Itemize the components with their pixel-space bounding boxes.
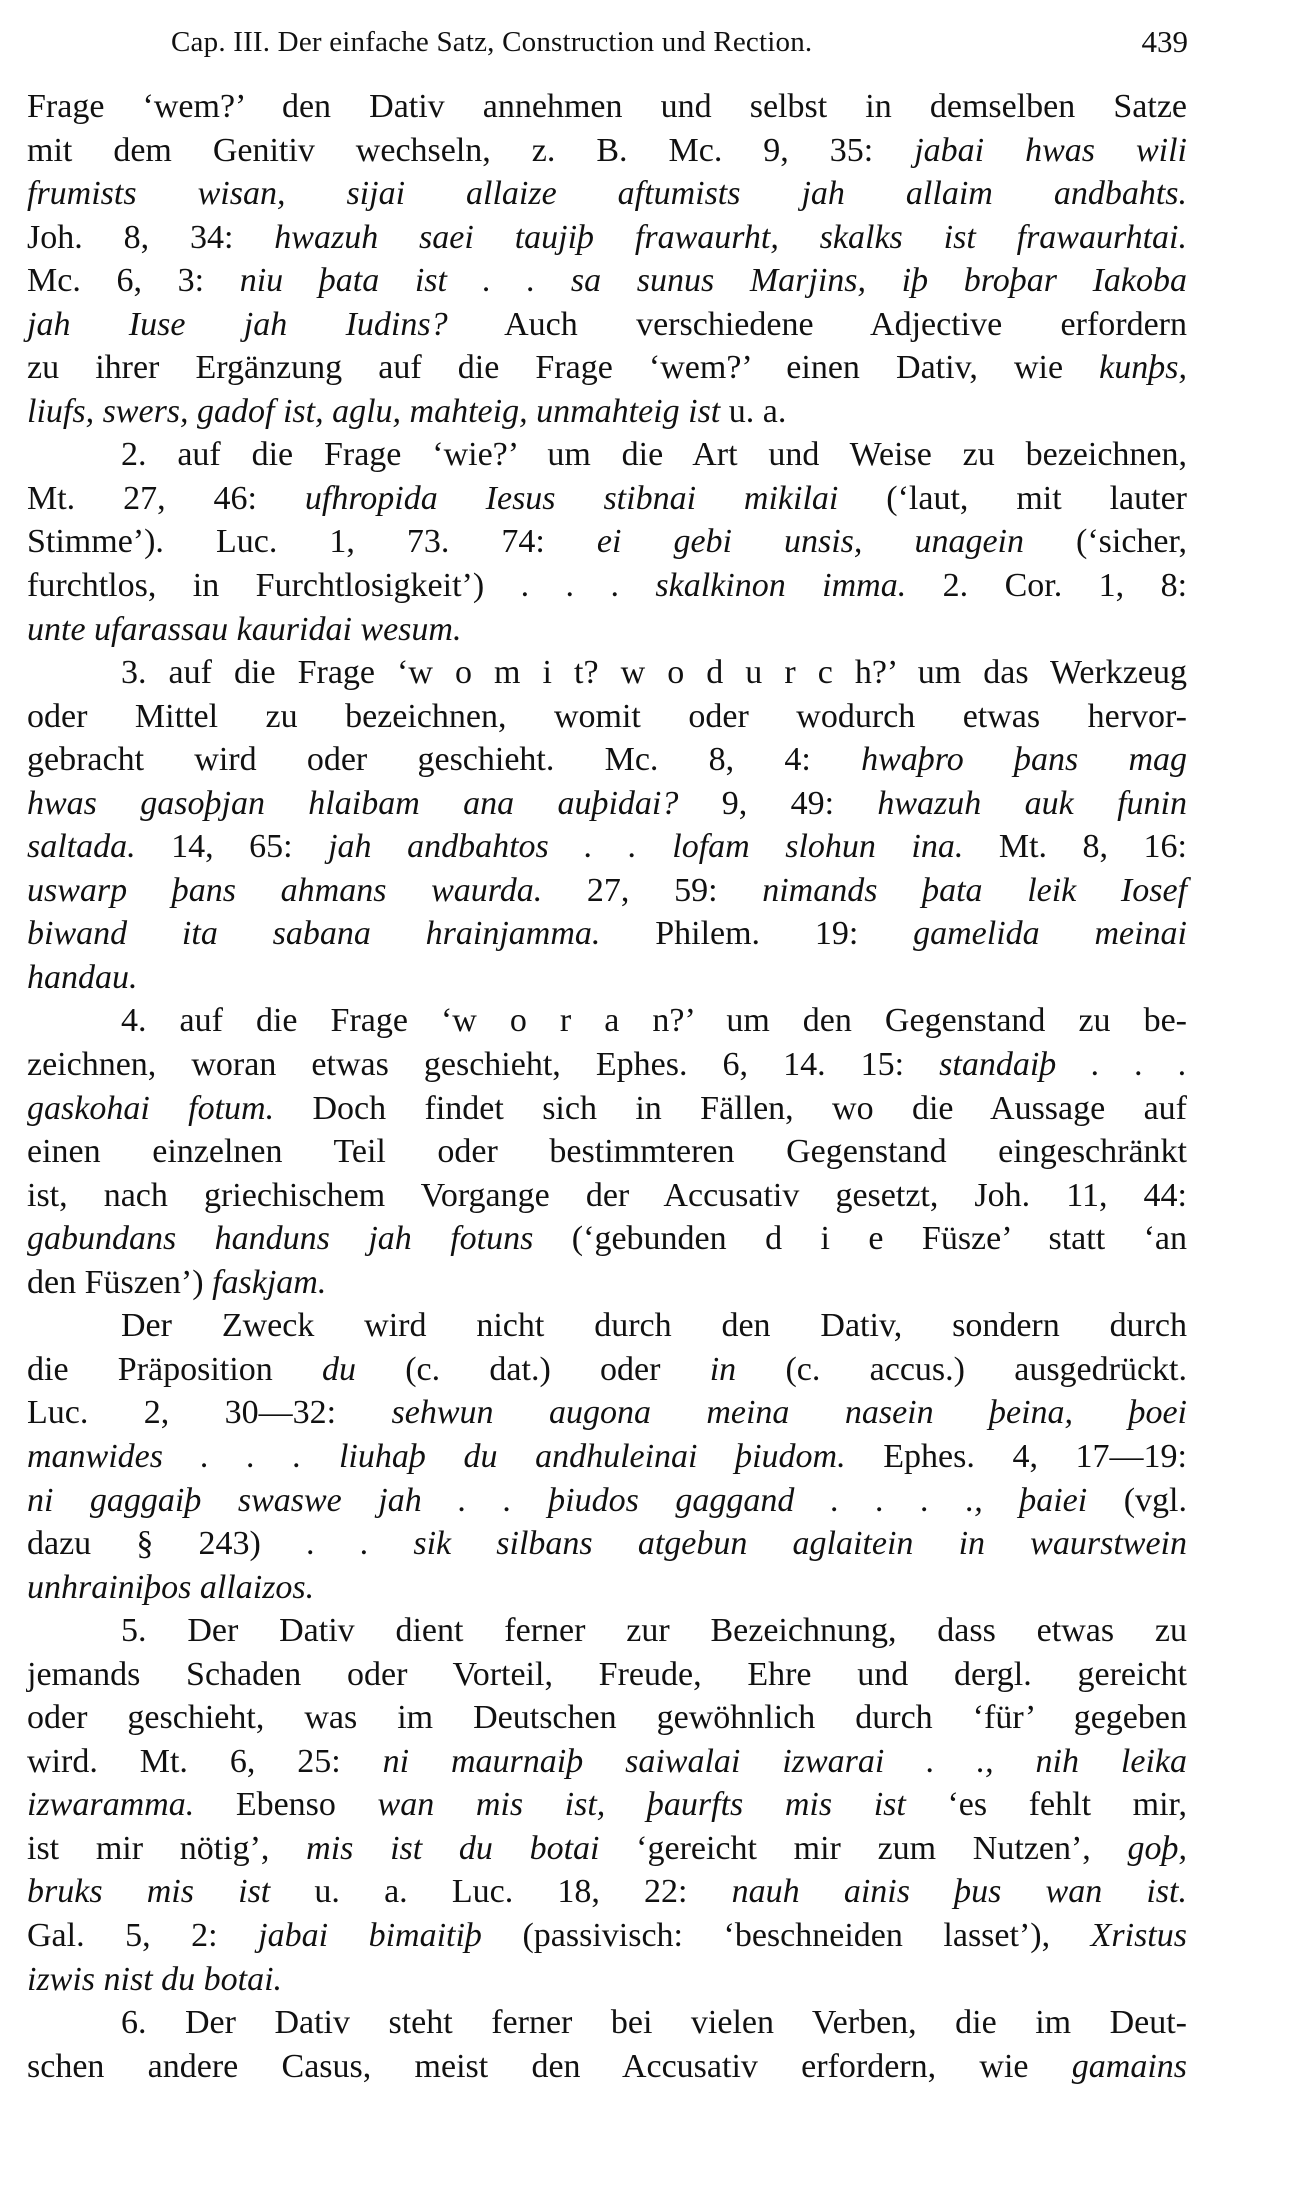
text-run: ist mir nötig’,: [27, 1829, 307, 1867]
gothic-quote: biwand ita sabana hrainjamma.: [27, 915, 601, 953]
text-run: (‘sicher,: [1023, 523, 1187, 561]
text-line: [27, 1827, 1187, 1871]
gothic-quote: skalkinon imma.: [655, 567, 907, 605]
text-run: Luc. 2, 30—32:: [27, 1394, 392, 1432]
text-line: [27, 956, 1187, 1000]
text-line: [27, 1522, 1187, 1566]
text-line: [27, 1740, 1187, 1784]
gothic-quote: Xristus: [1090, 1916, 1187, 1954]
gothic-quote: in: [709, 1350, 737, 1388]
text-run: die Präposition: [27, 1350, 322, 1388]
text-line: [27, 1304, 1187, 1348]
text-line: [27, 1653, 1187, 1697]
gothic-quote: sehwun augona meina nasein þeina, þoei: [391, 1394, 1187, 1432]
gothic-quote: bruks mis ist: [27, 1873, 271, 1911]
text-run: oder Mittel zu bezeichnen, womit oder wodurch etwas hervor-: [27, 697, 1187, 735]
text-run: zu ihrer Ergänzung auf die Frage ‘wem?’ einen Dativ, wie: [27, 349, 1100, 387]
text-line: [27, 782, 1187, 826]
gothic-quote: sik silbans atgebun aglaitein in waurstwein: [413, 1525, 1187, 1563]
text-run: Stimme’). Luc. 1, 73. 74:: [27, 523, 597, 561]
running-header: [171, 22, 1188, 62]
gothic-quote: frumists wisan, sijai allaize aftumists jah allaim andbahts.: [27, 175, 1187, 213]
gothic-quote: nauh ainis þus wan ist.: [731, 1873, 1187, 1911]
gothic-quote: jah andbahtos . . lofam slohun ina.: [328, 828, 964, 866]
gothic-quote: ei gebi unsis, unagein: [596, 523, 1024, 561]
gothic-quote: faskjam.: [212, 1263, 327, 1301]
text-run: dazu § 243) . .: [27, 1525, 414, 1563]
text-line: [27, 1087, 1187, 1131]
gothic-quote: standaiþ . . .: [939, 1046, 1188, 1084]
gothic-quote: handau.: [27, 958, 138, 996]
gothic-quote: ufhropida Iesus stibnai mikilai: [304, 479, 839, 517]
gothic-quote: goþ,: [1127, 1829, 1187, 1867]
text-run: Ephes. 4, 17—19:: [845, 1437, 1187, 1475]
text-line: [27, 303, 1187, 347]
text-run: Der Zweck wird nicht durch den Dativ, sondern durch: [121, 1307, 1187, 1345]
gothic-quote: hwas gasoþjan hlaibam ana auþidai?: [27, 784, 679, 822]
text-run: 27, 59:: [542, 871, 763, 909]
text-line: [27, 259, 1187, 303]
text-run: zeichnen, woran etwas geschieht, Ephes. 6, 14. 15:: [27, 1046, 940, 1084]
text-run: 3. auf die Frage ‘w o m i t? w o d u r c h?’ um das Werkzeug: [121, 654, 1187, 692]
gothic-quote: hwaþro þans mag: [861, 741, 1187, 779]
text-run: 2. Cor. 1, 8:: [906, 567, 1188, 605]
text-run: 4. auf die Frage ‘w o r a n?’ um den Gegenstand zu be-: [121, 1002, 1187, 1040]
text-line: [27, 912, 1187, 956]
body-text: [27, 85, 1187, 2088]
text-run: (c. dat.) oder: [355, 1350, 710, 1388]
text-line: [27, 738, 1187, 782]
gothic-quote: wan mis ist, þaurfts mis ist: [377, 1786, 906, 1824]
text-line: [27, 390, 1187, 434]
text-line: [27, 1348, 1187, 1392]
text-run: (‘gebunden d i e Füsze’ statt ‘an: [533, 1220, 1187, 1258]
gothic-quote: izwis nist du botai.: [27, 1960, 283, 1998]
gothic-quote: hwazuh auk funin: [877, 784, 1187, 822]
text-line: [27, 695, 1187, 739]
gothic-quote: nimands þata leik Iosef: [762, 871, 1188, 909]
text-line: [27, 608, 1187, 652]
text-run: Mt. 8, 16:: [963, 828, 1188, 866]
text-line: [27, 346, 1187, 390]
text-line: [27, 1435, 1187, 1479]
text-run: ist, nach griechischem Vorgange der Accusativ gesetzt, Joh. 11, 44:: [27, 1176, 1187, 1214]
gothic-quote: saltada.: [27, 828, 136, 866]
text-line: [27, 85, 1187, 129]
gothic-quote: jabai bimaitiþ: [258, 1916, 482, 1954]
gothic-quote: unhrainiþos allaizos.: [27, 1568, 315, 1606]
text-run: ‘es fehlt mir,: [905, 1786, 1188, 1824]
gothic-quote: gamelida meinai: [913, 915, 1187, 953]
text-line: [27, 1914, 1187, 1958]
gothic-quote: gabundans handuns jah fotuns: [27, 1220, 534, 1258]
text-run: (vgl.: [1087, 1481, 1187, 1519]
gothic-quote: gamains: [1071, 2047, 1187, 2085]
gothic-quote: ni maurnaiþ saiwalai izwarai . ., nih leika: [382, 1742, 1187, 1780]
gothic-quote: liufs, swers, gadof ist, aglu, mahteig, unmahteig ist: [27, 392, 721, 430]
text-line: [27, 433, 1187, 477]
text-line: [27, 1783, 1187, 1827]
text-run: (‘laut, mit lauter: [838, 479, 1187, 517]
text-line: [27, 172, 1187, 216]
text-line: [27, 1870, 1187, 1914]
text-run: (c. accus.) ausgedrückt.: [736, 1350, 1188, 1388]
text-run: Mc. 6, 3:: [27, 262, 240, 300]
text-line: [27, 216, 1187, 260]
text-run: Auch verschiedene Adjective erfordern: [447, 305, 1188, 343]
text-line: [27, 1609, 1187, 1653]
text-line: [27, 2045, 1187, 2089]
text-line: [27, 1043, 1187, 1087]
text-run: Doch findet sich in Fällen, wo die Aussage auf: [274, 1089, 1188, 1127]
text-run: 14, 65:: [135, 828, 329, 866]
text-run: 5. Der Dativ dient ferner zur Bezeichnung, dass etwas zu: [121, 1612, 1187, 1650]
text-run: jemands Schaden oder Vorteil, Freude, Ehre und dergl. gereicht: [27, 1655, 1187, 1693]
text-line: [27, 520, 1187, 564]
text-line: [27, 1696, 1187, 1740]
text-run: u. a.: [720, 392, 787, 430]
gothic-quote: jabai hwas wili: [914, 131, 1187, 169]
text-run: (passivisch: ‘beschneiden lasset’),: [481, 1916, 1091, 1954]
gothic-quote: gaskohai fotum.: [27, 1089, 275, 1127]
gothic-quote: unte ufarassau kauridai wesum.: [27, 610, 462, 648]
text-run: mit dem Genitiv wechseln, z. B. Mc. 9, 35:: [27, 131, 915, 169]
text-line: [27, 129, 1187, 173]
text-run: Gal. 5, 2:: [27, 1916, 259, 1954]
gothic-quote: izwaramma.: [27, 1786, 195, 1824]
gothic-quote: mis ist du botai: [306, 1829, 600, 1867]
text-line: [27, 869, 1187, 913]
text-line: [27, 2001, 1187, 2045]
text-run: oder geschieht, was im Deutschen gewöhnlich durch ‘für’ gegeben: [27, 1699, 1187, 1737]
gothic-quote: kunþs,: [1099, 349, 1187, 387]
gothic-quote: ni gaggaiþ swaswe jah . . þiudos gaggand . . . ., þaiei: [27, 1481, 1088, 1519]
text-line: [27, 1391, 1187, 1435]
text-run: wird. Mt. 6, 25:: [27, 1742, 383, 1780]
text-run: ‘gereicht mir zum Nutzen’,: [599, 1829, 1128, 1867]
text-line: [27, 477, 1187, 521]
running-title: Cap. III. Der einfache Satz, Construction und Rection.: [171, 26, 813, 58]
text-line: [27, 1130, 1187, 1174]
gothic-quote: du: [321, 1350, 356, 1388]
gothic-quote: hwazuh saei taujiþ frawaurht, skalks ist frawaurhtai.: [274, 218, 1187, 256]
text-run: Philem. 19:: [600, 915, 914, 953]
text-run: Frage ‘wem?’ den Dativ annehmen und selbst in demselben Satze: [27, 88, 1187, 125]
text-run: furchtlos, in Furchtlosigkeit’) . . .: [27, 567, 656, 605]
text-line: [27, 1958, 1187, 2002]
text-line: [27, 1261, 1187, 1305]
gothic-quote: jah Iuse jah Iudins?: [27, 305, 448, 343]
text-line: [27, 1174, 1187, 1218]
gothic-quote: niu þata ist . . sa sunus Marjins, iþ broþar Iakoba: [239, 262, 1187, 300]
text-run: einen einzelnen Teil oder bestimmteren Gegenstand eingeschränkt: [27, 1133, 1187, 1171]
text-line: [27, 1217, 1187, 1261]
text-run: 2. auf die Frage ‘wie?’ um die Art und Weise zu bezeichnen,: [121, 436, 1187, 474]
page-number: 439: [1141, 24, 1188, 59]
text-run: u. a. Luc. 18, 22:: [270, 1873, 732, 1911]
text-run: gebracht wird oder geschieht. Mc. 8, 4:: [27, 741, 862, 779]
text-run: 6. Der Dativ steht ferner bei vielen Verben, die im Deut-: [121, 2004, 1187, 2042]
text-line: [27, 825, 1187, 869]
text-line: [27, 651, 1187, 695]
gothic-quote: manwides . . . liuhaþ du andhuleinai þiudom.: [27, 1437, 846, 1475]
text-run: den Füszen’): [27, 1263, 213, 1301]
text-run: 9, 49:: [678, 784, 878, 822]
text-run: Joh. 8, 34:: [27, 218, 275, 256]
text-line: [27, 1566, 1187, 1610]
gothic-quote: uswarp þans ahmans waurda.: [27, 871, 543, 909]
text-run: Ebenso: [194, 1786, 378, 1824]
text-run: Mt. 27, 46:: [27, 479, 305, 517]
text-line: [27, 564, 1187, 608]
text-line: [27, 999, 1187, 1043]
text-run: schen andere Casus, meist den Accusativ erfordern, wie: [27, 2047, 1072, 2085]
text-line: [27, 1479, 1187, 1523]
